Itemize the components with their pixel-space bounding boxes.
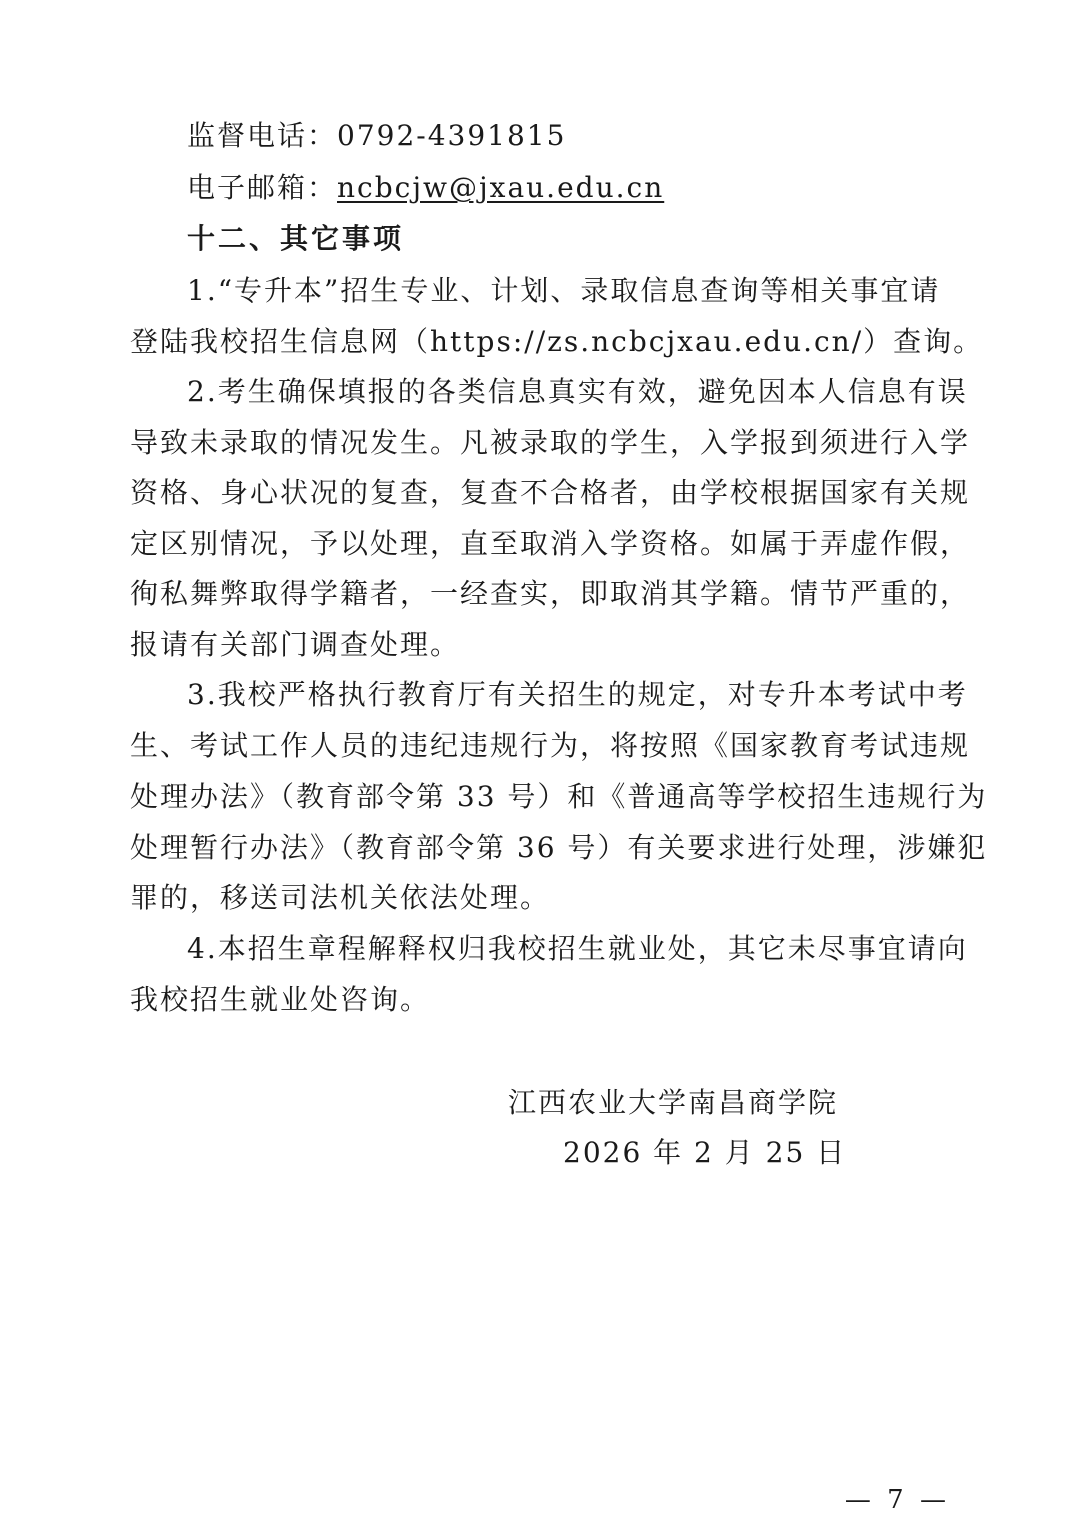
supervision-phone-line bbox=[187, 118, 960, 154]
item-3-line-5: 罪的，移送司法机关依法处理。 bbox=[130, 881, 551, 914]
email-line bbox=[187, 170, 960, 206]
phone-label: 监督电话： bbox=[187, 119, 338, 152]
signature-date: 2026 年 2 月 25 日 bbox=[563, 1136, 847, 1169]
item-1-line-2: 登陆我校招生信息网（https://zs.ncbcjxau.edu.cn/）查询。 bbox=[130, 325, 984, 358]
item-3-line-3: 处理办法》（教育部令第 33 号）和《普通高等学校招生违规行为 bbox=[130, 780, 988, 813]
item-4-line-2: 我校招生就业处咨询。 bbox=[130, 983, 431, 1016]
item-2-line-4: 定区别情况，予以处理，直至取消入学资格。如属于弄虚作假， bbox=[130, 527, 971, 560]
item-3-line-2: 生、考试工作人员的违纪违规行为，将按照《国家教育考试违规 bbox=[130, 729, 971, 762]
phone-value: 0792-4391815 bbox=[337, 119, 567, 152]
item-3-line-1: 3.我校严格执行教育厅有关招生的规定，对专升本考试中考 bbox=[187, 678, 968, 711]
item-1-line-1: 1.“专升本”招生专业、计划、录取信息查询等相关事宜请 bbox=[187, 274, 941, 307]
item-2-line-5: 徇私舞弊取得学籍者，一经查实，即取消其学籍。情节严重的， bbox=[130, 577, 971, 610]
item-4-line-1: 4.本招生章程解释权归我校招生就业处，其它未尽事宜请向 bbox=[187, 932, 968, 965]
item-2-line-3: 资格、身心状况的复查，复查不合格者，由学校根据国家有关规 bbox=[130, 476, 971, 509]
email-label: 电子邮箱： bbox=[187, 171, 338, 204]
page-number: — 7 — bbox=[844, 1485, 950, 1515]
item-2-line-1: 2.考生确保填报的各类信息真实有效，避免因本人信息有误 bbox=[187, 375, 968, 408]
item-2-line-2: 导致未录取的情况发生。凡被录取的学生，入学报到须进行入学 bbox=[130, 426, 971, 459]
item-2-line-6: 报请有关部门调查处理。 bbox=[130, 628, 461, 661]
signature-org: 江西农业大学南昌商学院 bbox=[508, 1086, 839, 1119]
section-heading: 十二、其它事项 bbox=[187, 222, 405, 255]
item-3-line-4: 处理暂行办法》（教育部令第 36 号）有关要求进行处理，涉嫌犯 bbox=[130, 831, 988, 864]
email-link[interactable]: ncbcjw@jxau.edu.cn bbox=[337, 171, 665, 204]
